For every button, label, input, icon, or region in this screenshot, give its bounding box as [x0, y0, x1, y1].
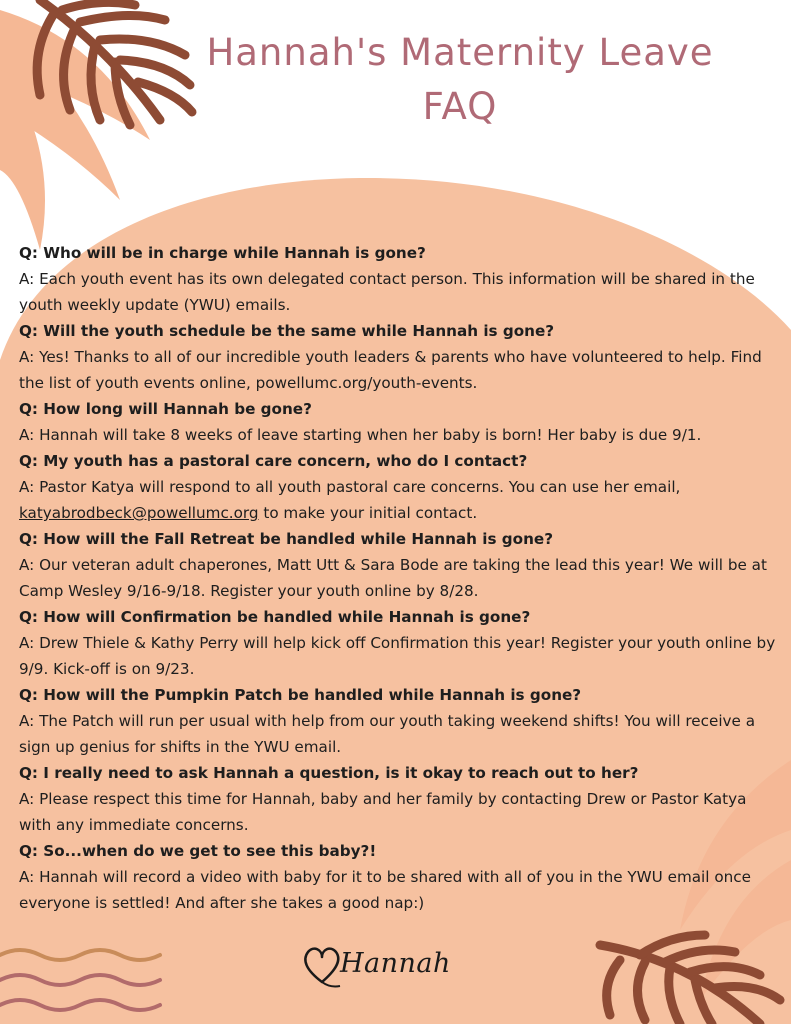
faq-answer: A: Our veteran adult chaperones, Matt Utt & Sara Bode are taking the lead this year! We will be at Camp Wesley 9/16-9/18. Register your youth online by 8/28.	[19, 556, 767, 600]
faq-answer: A: Hannah will take 8 weeks of leave starting when her baby is born! Her baby is due 9/1.	[19, 426, 702, 444]
signature	[300, 938, 470, 1008]
faq-question: Q: How long will Hannah be gone?	[19, 400, 312, 418]
faq-question: Q: How will Confirmation be handled while Hannah is gone?	[19, 608, 531, 626]
faq-answer	[19, 474, 779, 526]
faq-answer-text: A: Pastor Katya will respond to all youth pastoral care concerns. You can use her email,	[19, 478, 681, 496]
faq-answer: A: Hannah will record a video with baby for it to be shared with all of you in the YWU email once everyone is settled! And after she takes a good nap:)	[19, 868, 751, 912]
signature-name: Hannah	[340, 948, 451, 979]
wavy-lines-icon	[0, 950, 160, 1010]
heart-signature-icon	[300, 942, 344, 992]
faq-answer: A: Each youth event has its own delegated contact person. This information will be shared in the youth weekly update (YWU) emails.	[19, 270, 755, 314]
faq-question: Q: So...when do we get to see this baby?!	[19, 842, 377, 860]
faq-answer: A: Drew Thiele & Kathy Perry will help kick off Confirmation this year! Register your youth online by 9/9. Kick-off is on 9/23.	[19, 634, 776, 678]
faq-question: Q: How will the Pumpkin Patch be handled while Hannah is gone?	[19, 686, 582, 704]
title-line-1: Hannah's Maternity Leave	[206, 31, 714, 74]
faq-question: Q: My youth has a pastoral care concern, who do I contact?	[19, 452, 528, 470]
palm-leaf-icon	[0, 10, 150, 250]
faq-question: Q: How will the Fall Retreat be handled while Hannah is gone?	[19, 530, 554, 548]
faq-answer: A: Please respect this time for Hannah, baby and her family by contacting Drew or Pastor Katya with any immediate concerns.	[19, 790, 747, 834]
page-title	[130, 26, 790, 134]
palm-leaf-icon	[600, 935, 780, 1024]
email-link[interactable]: katyabrodbeck@powellumc.org	[19, 504, 259, 522]
faq-answer: A: Yes! Thanks to all of our incredible youth leaders & parents who have volunteered to help. Find the list of youth events online, powellumc.org/youth-events.	[19, 348, 762, 392]
faq-answer: A: The Patch will run per usual with help from our youth taking weekend shifts! You will receive a sign up genius for shifts in the YWU email.	[19, 712, 756, 756]
faq-question: Q: Who will be in charge while Hannah is gone?	[19, 244, 426, 262]
title-line-2: FAQ	[422, 85, 498, 128]
faq-question: Q: I really need to ask Hannah a question, is it okay to reach out to her?	[19, 764, 639, 782]
faq-question: Q: Will the youth schedule be the same while Hannah is gone?	[19, 322, 555, 340]
faq-list	[19, 240, 779, 916]
faq-answer-text: to make your initial contact.	[258, 504, 478, 522]
